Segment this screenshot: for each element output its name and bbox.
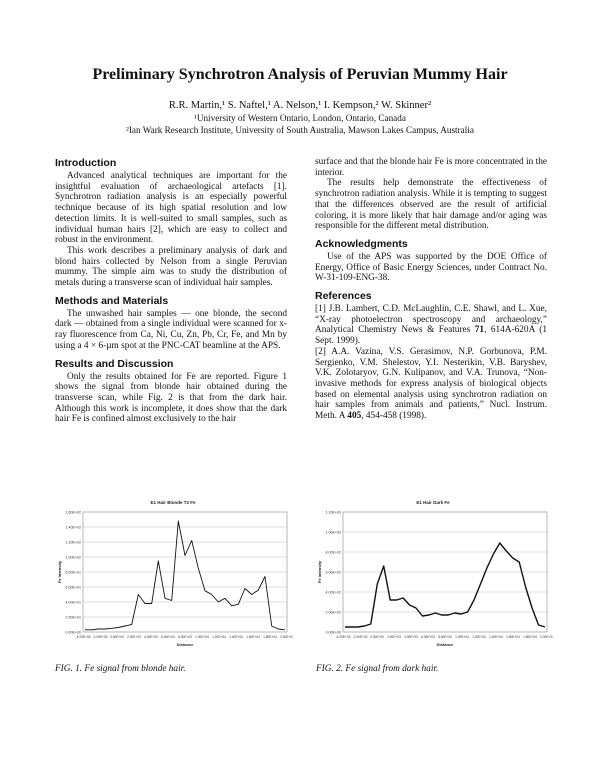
y-tick-label: 6.00E+02 [325,570,341,575]
x-tick-label: 0.00E+00 [110,635,124,639]
x-tick-label: 1.40E+04 [229,635,243,639]
x-tick-label: -4.00E+03 [335,635,351,639]
affiliation-1: ¹University of Western Ontario, London, Ontario, Canada [194,113,406,123]
acknowledgments-heading: Acknowledgments [315,237,408,250]
acknowledgments-paragraph: Use of the APS was supported by the DOE Office of Energy, Office of Basic Energy Sciences, under Contract No. W-31-109-ENG-38. [315,251,547,284]
author-list: R.R. Martin,¹ S. Naftel,¹ A. Nelson,¹ I. Kempson,² W. Skinner² [168,100,432,111]
y-tick-label: 6.00E+01 [65,585,81,590]
reference-1-text: [1] J.B. Lambert, C.D. McLaughlin, C.E. Shawl, and L. Xue, “X-ray photoelectron spectroscopy and archaeology,” Analytical Chemistry News & Features [315,304,547,336]
figure-2-svg [313,492,553,654]
x-tick-label: 0.00E+00 [370,635,384,639]
x-tick-label: -2.00E+03 [92,635,108,639]
methods-paragraph-1: The unwashed hair samples — one blonde, the second dark — obtained from a single individual were scanned for x-ray fluorescence from Ca, Ni, Cu, Zn, Pb, Cr, Fe, and Mn by using a 4 × 6-µm spot at the PNC-CAT beamline at the APS. [55,308,287,351]
figure-1-caption: FIG. 1. Fe signal from blonde hair. [55,664,186,674]
y-axis-label: Fe Intensity [57,560,62,584]
x-tick-label: 1.80E+04 [523,635,537,639]
y-tick-label: 1.60E+02 [65,510,81,515]
x-tick-label: 1.60E+04 [246,635,260,639]
figure-2-chart [313,492,553,654]
y-tick-label: 1.20E+03 [325,510,341,515]
x-tick-label: 1.60E+04 [506,635,520,639]
results-paragraph-1-continued: surface and that the blonde hair Fe is more concentrated in the interior. [315,157,547,178]
references-heading: References [315,290,372,303]
figure-1-chart [53,492,293,654]
intro-paragraph-1: Advanced analytical techniques are important for the insightful evaluation of archaeological artefacts [1]. Synchrotron radiation analysis is an especially powerful technique because of its high spatial resolution and low detection limits. It is well-suited to small samples, such as individual human hairs [2], which are easy to collect and robust in the environment. [55,171,287,246]
reference-1 [315,304,547,347]
reference-2-text: [2] A.A. Vazina, V.S. Gerasimov, N.P. Gorbunova, P.M. Sergienko, V.M. Shelestov, Y.I. Nesterikin, V.B. Baryshev, V.K. Zolotaryov, G.N. Kulipanov, and V.A. Trunova, “Non-invasive methods for express analysis of biological objects based on elemental analysis using synchrotron radiation on hair samples from animals and patients,” Nucl. Instrum. Meth. A [315,346,547,422]
y-tick-label: 2.00E+01 [65,615,81,620]
x-tick-label: 8.00E+03 [438,635,452,639]
y-tick-label: 1.20E+02 [65,540,81,545]
y-tick-label: 0.00E+00 [65,630,81,635]
x-tick-label: 4.00E+03 [404,635,418,639]
y-tick-label: 4.00E+01 [65,600,81,605]
chart-title: E1 Hair Dark Fe [416,500,450,505]
x-tick-label: 1.00E+04 [195,635,209,639]
paper-title: Preliminary Synchrotron Analysis of Peruvian Mummy Hair [92,66,508,83]
y-tick-label: 1.00E+03 [325,530,341,535]
right-column [315,157,547,422]
reference-1-volume: 71 [474,325,485,336]
x-tick-label: 1.00E+04 [455,635,469,639]
x-tick-label: 2.00E+04 [280,635,293,639]
reference-2 [315,347,547,422]
x-tick-label: 2.00E+03 [387,635,401,639]
results-paragraph-2: The results help demonstrate the effectiveness of synchrotron radiation analysis. While it is tempting to suggest that the differences observed are the result of artificial coloring, it is more likely that hair damage and/or aging was responsible for the different metal distribution. [315,178,547,232]
y-tick-label: 1.00E+02 [65,555,81,560]
x-tick-label: 8.00E+03 [178,635,192,639]
x-tick-label: 2.00E+03 [127,635,141,639]
x-axis-label: Distance [176,642,194,647]
reference-2-pages: , 454-458 (1998). [361,411,427,422]
results-paragraph-1: Only the results obtained for Fe are reported. Figure 1 shows the signal from blonde hair obtained during the transverse scan, while Fig. 2 is that from the dark hair. Although this work is incomplete, it does show that the dark hair Fe is confined almost exclusively to the hair [55,371,287,425]
x-tick-label: 1.40E+04 [489,635,503,639]
figure-2-caption: FIG. 2. Fe signal from dark hair. [316,664,439,674]
x-tick-label: 1.80E+04 [263,635,277,639]
x-tick-label: 2.00E+04 [540,635,553,639]
y-tick-label: 8.00E+02 [325,550,341,555]
figure-1-svg [53,492,293,654]
data-line [345,543,545,627]
x-tick-label: -2.00E+03 [352,635,368,639]
reference-2-volume: 405 [347,411,362,422]
affiliation-2: ²Ian Wark Research Institute, University of South Australia, Mawson Lakes Campus, Australia [126,125,474,135]
methods-heading: Methods and Materials [55,294,169,307]
intro-paragraph-2: This work describes a preliminary analysis of dark and blond hairs collected by Nelson from a single Peruvian mummy. The simple aim was to study the distribution of metals during a transverse scan of individual hair samples. [55,245,287,289]
y-tick-label: 4.00E+02 [325,590,341,595]
y-axis-label: Fe Intensity [317,560,322,584]
data-line [85,521,285,630]
x-tick-label: -4.00E+03 [75,635,91,639]
x-tick-label: 4.00E+03 [144,635,158,639]
chart-title: E1 Hair Blonde T2 Fe [150,500,196,505]
y-tick-label: 0.00E+00 [325,630,341,635]
results-heading: Results and Discussion [55,357,174,370]
x-tick-label: 6.00E+03 [161,635,175,639]
x-axis-label: Distance [436,642,454,647]
x-tick-label: 6.00E+03 [421,635,435,639]
y-tick-label: 1.40E+02 [65,525,81,530]
intro-heading: Introduction [55,157,117,169]
left-column [55,157,287,425]
reference-1-pages: , 614A-620A (1 Sept. 1999). [315,325,547,347]
y-tick-label: 2.00E+02 [325,610,341,615]
x-tick-label: 1.20E+04 [212,635,226,639]
y-tick-label: 8.00E+01 [65,570,81,575]
x-tick-label: 1.20E+04 [472,635,486,639]
